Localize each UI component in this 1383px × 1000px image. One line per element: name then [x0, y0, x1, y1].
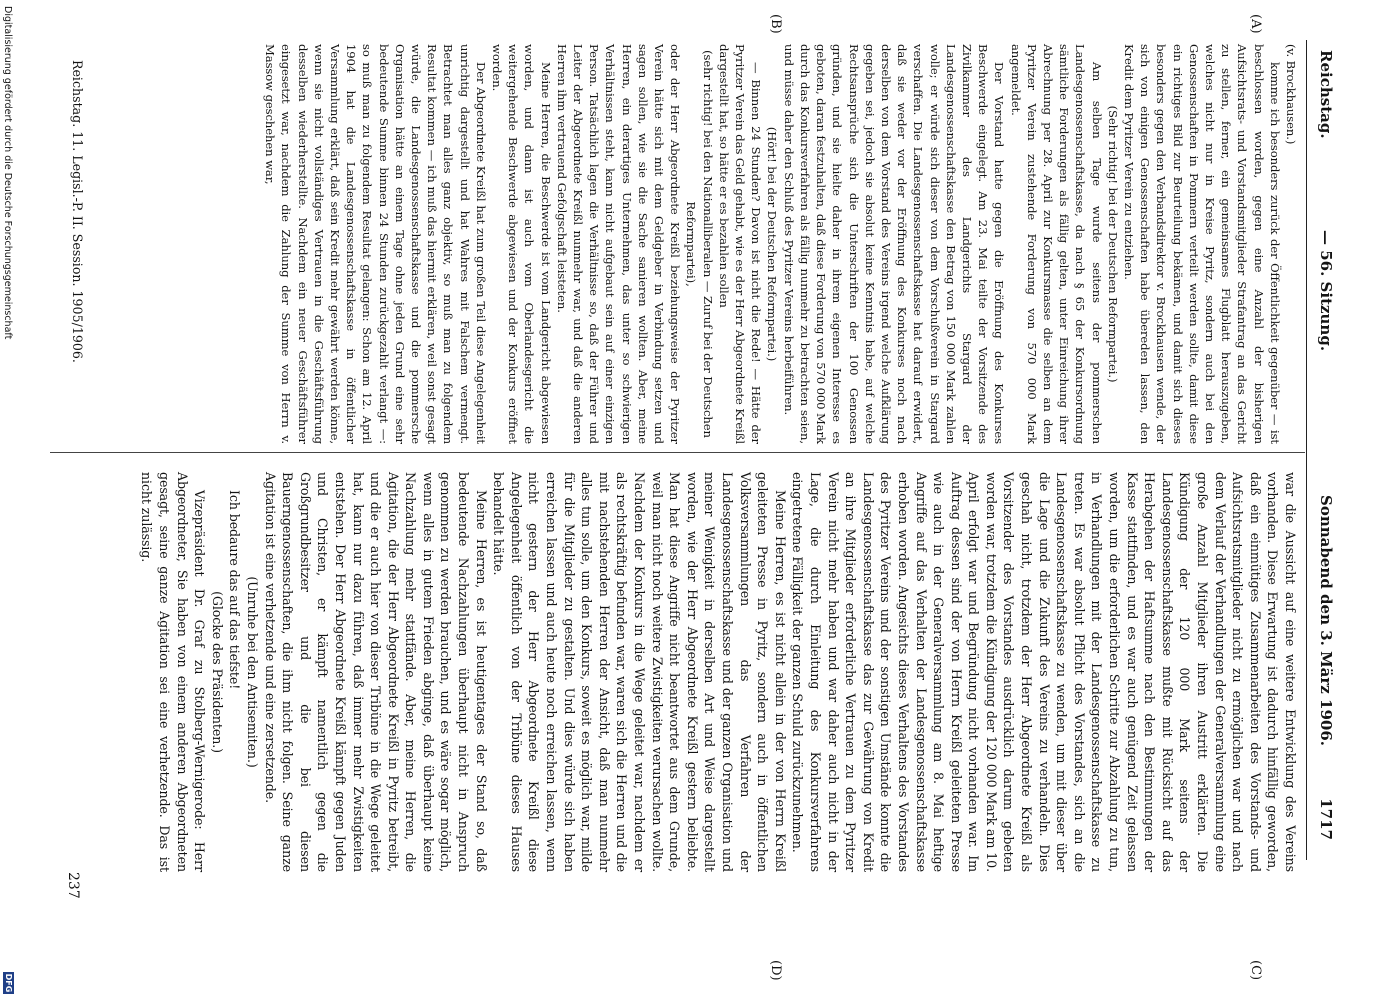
interjection: (Unruhe bei den Antisemiten.) [244, 576, 260, 768]
right-text-column [54, 472, 1299, 872]
paragraph: war die Aussicht auf eine weitere Entwicklung des Vereins vorhanden. Diese Erwartung ist dadurch hinfällig geworden, daß ein einmütiges Zusammenarbeiten des Vorstands- und Aufsichtsratsmitglieder nicht zu ermöglichen war und nach dem Verlauf der Verhandlungen der Generalversammlung eine große Anzahl Mitglieder ihren Austritt erklärten. Die Kündigung der 120 000 Mark seitens der Landesgenossenschaftskasse mußte mit Rücksicht auf das Herabgehen der Haftsumme nach den Bestimmungen der Kasse stattfinden, und es war auch genügend Zeit gelassen worden, um die erforderlichen Schritte zur Abzahlung zu tun, in Verhandlungen mit der Landesgenossenschaftskasse zu treten. Es war absolut Pflicht des Vorstandes, sich an die Landesgenossenschaftskasse zu wenden, um mit dieser über die Lage und die Zukunft des Vereins zu verhandeln. Dies geschah nicht, trotzdem der Herr Abgeordnete Kreißl als Vorsitzender des Vorstandes ausdrücklich darum gebeten worden war, trotzdem die Kündigung der 120 000 Mark am 10. April erfolgt war und Begründung nicht vorhanden war. Im Auftrag dessen sind der von Herrn Kreißl geleiteten Presse wie auch in der Generalversammlung am 8. Mai heftige Angriffe auf das Verhalten der Landesgenossenschaftskasse erhoben worden. Angesichts dieses Verhaltens des Vorstandes des Pyritzer Vereins und der sonstigen Umstände konnte die Landesgenossenschaftskasse das zur Gewährung von Kredit an ihre Mitglieder erforderliche Vertrauen zu dem Pyritzer Verein nicht mehr haben und war daher auch nicht in der Lage, die durch Einleitung des Konkursverfahrens eingetretene Fälligkeit der ganzen Schuld zurückzunehmen. [790, 472, 1298, 872]
footer-page-label: 237 [65, 872, 81, 899]
margin-marker-d: (D) [768, 960, 783, 981]
page-footer: Reichstag. 11. Legisl.-P. II. Session. 1905/1906. [70, 60, 85, 363]
margin-marker-a: (A) [1248, 14, 1263, 34]
margin-marker-c: (C) [1248, 960, 1263, 981]
paragraph: oder der Herr Abgeordnete Kreißl beziehungsweise der Pyritzer Verein hätte sich mit dem Geldgeber in Verbindung setzen und sagen sollen, wie sie die Sache sanieren wollten. Aber, meine Herren, ein derartiges Unternehmen, das unter so schwierigen Verhältnissen steht, kann nicht aufgebaut sein auf einer einzigen Person. Tatsächlich lagen die Verhältnisse so, daß der Führer und Leiter der Abgeordnete Kreißl nunmehr war, und daß die anderen Herren ihm vertrauend Gefolgschaft leisteten. [554, 44, 683, 444]
dfg-logo: DFG [4, 973, 13, 993]
paragraph: Der Abgeordnete Kreißl hat zum großen Teil diese Angelegenheit unrichtig dargestellt und hat Wahres mit Falschem vermengt. Betrachtet man alles ganz objektiv, so muß man zu folgendem Resultat kommen — ich muß das hiermit erklären, weil sonst gesagt würde, die Landesgenossenschaftskasse und die pommersche Organisation hätte an einem Tage ohne jeden Grund eine sehr bedeutende Summe binnen 24 Stunden zurückgezahlt verlangt —: so muß man zu folgendem Resultat gelangen: Schon am 12. April 1904 hat die Landesgenossenschaftskasse in öffentlicher Versammlung erklärt, daß sein Kredit mehr gewährt werden könne, wenn sie nicht vollständiges Vertrauen in die Geschäftsführung desselben wiederherstellte. Nachdem ein neuer Geschäftsführer eingesetzt war, nachdem die Zahlung der Summe von Herrn v. Massow geschehen war, [263, 44, 488, 444]
paragraph: — Binnen 24 Stunden? Davon ist nicht die Rede! — Hätte der Pyritzer Verein das Geld gehabt, wie es der Herr Abgeordnete Kreißl dargestellt hat, so hätte er es bezahlen sollen [716, 44, 764, 444]
paragraph: Der Vorstand hatte gegen die Eröffnung des Konkurses Beschwerde eingelegt. Am 23. Mai teilte der Vorsitzende des Zivilkammer des Landgerichts Stargard der Landesgenossenschaftskasse den Betrag von 150 000 Mark zahlen wolle; er würde sich dieser von dem Vorschußverein in Stargard verschaffen. Die Landesgenossenschaftskasse hat darauf erwidert, daß sie weder vor der Eröffnung des Konkurses noch nach derselben von dem Vorstand des Vereins irgend welche Aufklärung gegeben sei, jedoch sie absolut keine Kenntnis habe, auf welche Rechtsansprüche sich die Unterschriften der 100 Genossen gründen, und sie hielte daher in ihrem eigenen Interesse es geboten, daran festzuhalten, daß diese Forderung von 570 000 Mark durch das Konkursverfahren als fällig nunmehr zu betrachten seien, und müsse daher den Schluß des Pyritzer Vereins herbeiführen. [781, 44, 1007, 444]
header-date [1317, 495, 1335, 840]
paragraph: Vizepräsident Dr. Graf zu Stolberg-Wernigerode: Herr Abgeordneter, Sie haben von einem anderen Abgeordneten gesagt, seine ganze Agitation sei eine verhetzende. Das ist nicht zulässig. [139, 472, 208, 872]
interjection: (Sehr richtig! bei der Deutschen Reformpartei.) [1105, 105, 1120, 383]
speaker-name: (v. Brockhausen.) [1284, 44, 1298, 145]
interjection: (Hört! bei der Deutschen Reformpartei.) [765, 126, 780, 362]
page-header [1313, 40, 1335, 840]
page-number: 1717 [1317, 798, 1335, 840]
margin-marker-b: (B) [768, 14, 783, 34]
paragraph: Meine Herren, die Beschwerde ist vom Landgericht abgewiesen worden, und dann ist auch vom Oberlandesgericht die weitergehende Beschwerde abgewiesen und der Konkurs eröffnet worden. [490, 44, 553, 444]
column-divider [50, 452, 1305, 453]
interjection: (sehr richtig! bei den Nationalliberalen — Zuruf bei der Deutschen Reformpartei), [684, 50, 715, 438]
header-reichstag: Reichstag. [1317, 50, 1335, 139]
header-session: — 56. Sitzung. [1317, 230, 1335, 352]
digitization-credit: Digitalisierung gefördert durch die Deutsche Forschungsgemeinschaft [2, 6, 13, 340]
paragraph: Ich bedaure das auf das tiefste! [227, 490, 243, 690]
left-text-column [239, 44, 1299, 444]
paragraph: Am selben Tage wurde seitens der pommerschen Landesgenossenschaftskasse, da nach § 65 der Konkursordnung sämtliche Forderungen als fällig gelten, unter Einreichung ihrer Abrechnung per 28. April zur Konkursmasse die selben an dem Pyritzer Verein zustehende Forderung von 570 000 Mark angemeldet. [1008, 44, 1104, 444]
paragraph: Meine Herren, es ist heutigentages der Stand so, daß bedeutende Nachzahlungen überhaupt nicht in Anspruch genommen zu werden brauchen, und es wäre sogar möglich, wenn alles in gutem Frieden abginge, daß überhaupt keine Nachzahlung mehr stattfände. Aber, meine Herren, die Agitation, die der Herr Abgeordnete Kreißl in Pyritz betreibt, und die er auch hier von dieser Tribüne in die Wege geleitet hat, kann nur dazu führen, daß immer mehr Zwistigkeiten entstehen. Der Herr Abgeordnete Kreißl kämpft gegen Juden und Christen, er kämpft namentlich gegen die Großgrundbesitzer und die bei diesen Bauerngenossenschaften, die ihm nicht folgen. Seine ganze Agitation ist eine verhetzende und eine zersetzende. [262, 472, 489, 872]
interjection: (Glocke des Präsidenten.) [209, 591, 225, 753]
paragraph: Meine Herren, es ist nicht allein in der von Herrn Kreißl geleiteten Presse in Pyritz, sondern auch in öffentlichen Volksversammlungen das Verfahren der Landesgenossenschaftskasse und der ganzen Organisation und meiner Wenigkeit in derselben Art und Weise dargestellt worden, wie der Herr Abgeordnete Kreißl gestern beliebte. Man hat diese Angriffe nicht beantwortet aus dem Grunde, weil man nicht noch weitere Zwistigkeiten verursachen wollte. Nachdem der Konkurs in die Wege geleitet war, nachdem er als rechtskräftig befunden war, waren sich die Herren und die mit nachstehenden Herren der Ansicht, daß man nunmehr alles tun solle, um den Konkurs, soweit es möglich war, milde für die Mitglieder zu gestalten. Und dies würde sich haben erreichen lassen und auch heute noch erreichen lassen, wenn nicht gestern der Herr Abgeordnete Kreißl diese Angelegenheit öffentlich von der Tribüne dieses Hauses behandelt hätte. [491, 472, 788, 872]
header-rule [1306, 40, 1307, 860]
header-date-text: Sonnabend den 3. März 1906. [1317, 495, 1335, 747]
paragraph: komme ich besonders zurück der Öffentlichkeit gegenüber — ist beschlossen worden, gegen eine Anzahl der bisherigen Aufsichtsrats- und Vorstandsmitglieder Strafantrag an das Gericht zu stellen, ferner, ein gemeinsames Flugblatt herauszugeben, welches nicht nur in Kreise Pyritz, sondern auch bei den Genossenschaften in Pommern verteilt werden sollte, damit diese ein richtiges Bild zur Beurteilung bekämen, und damit sich dieses besonders gegen den Verbandsdirektor v. Brockhausen wende, der sich von einigen Genossenschaften habe übereden lassen, den Kredit dem Pyritzer Verein zu entziehen. [1121, 44, 1282, 444]
